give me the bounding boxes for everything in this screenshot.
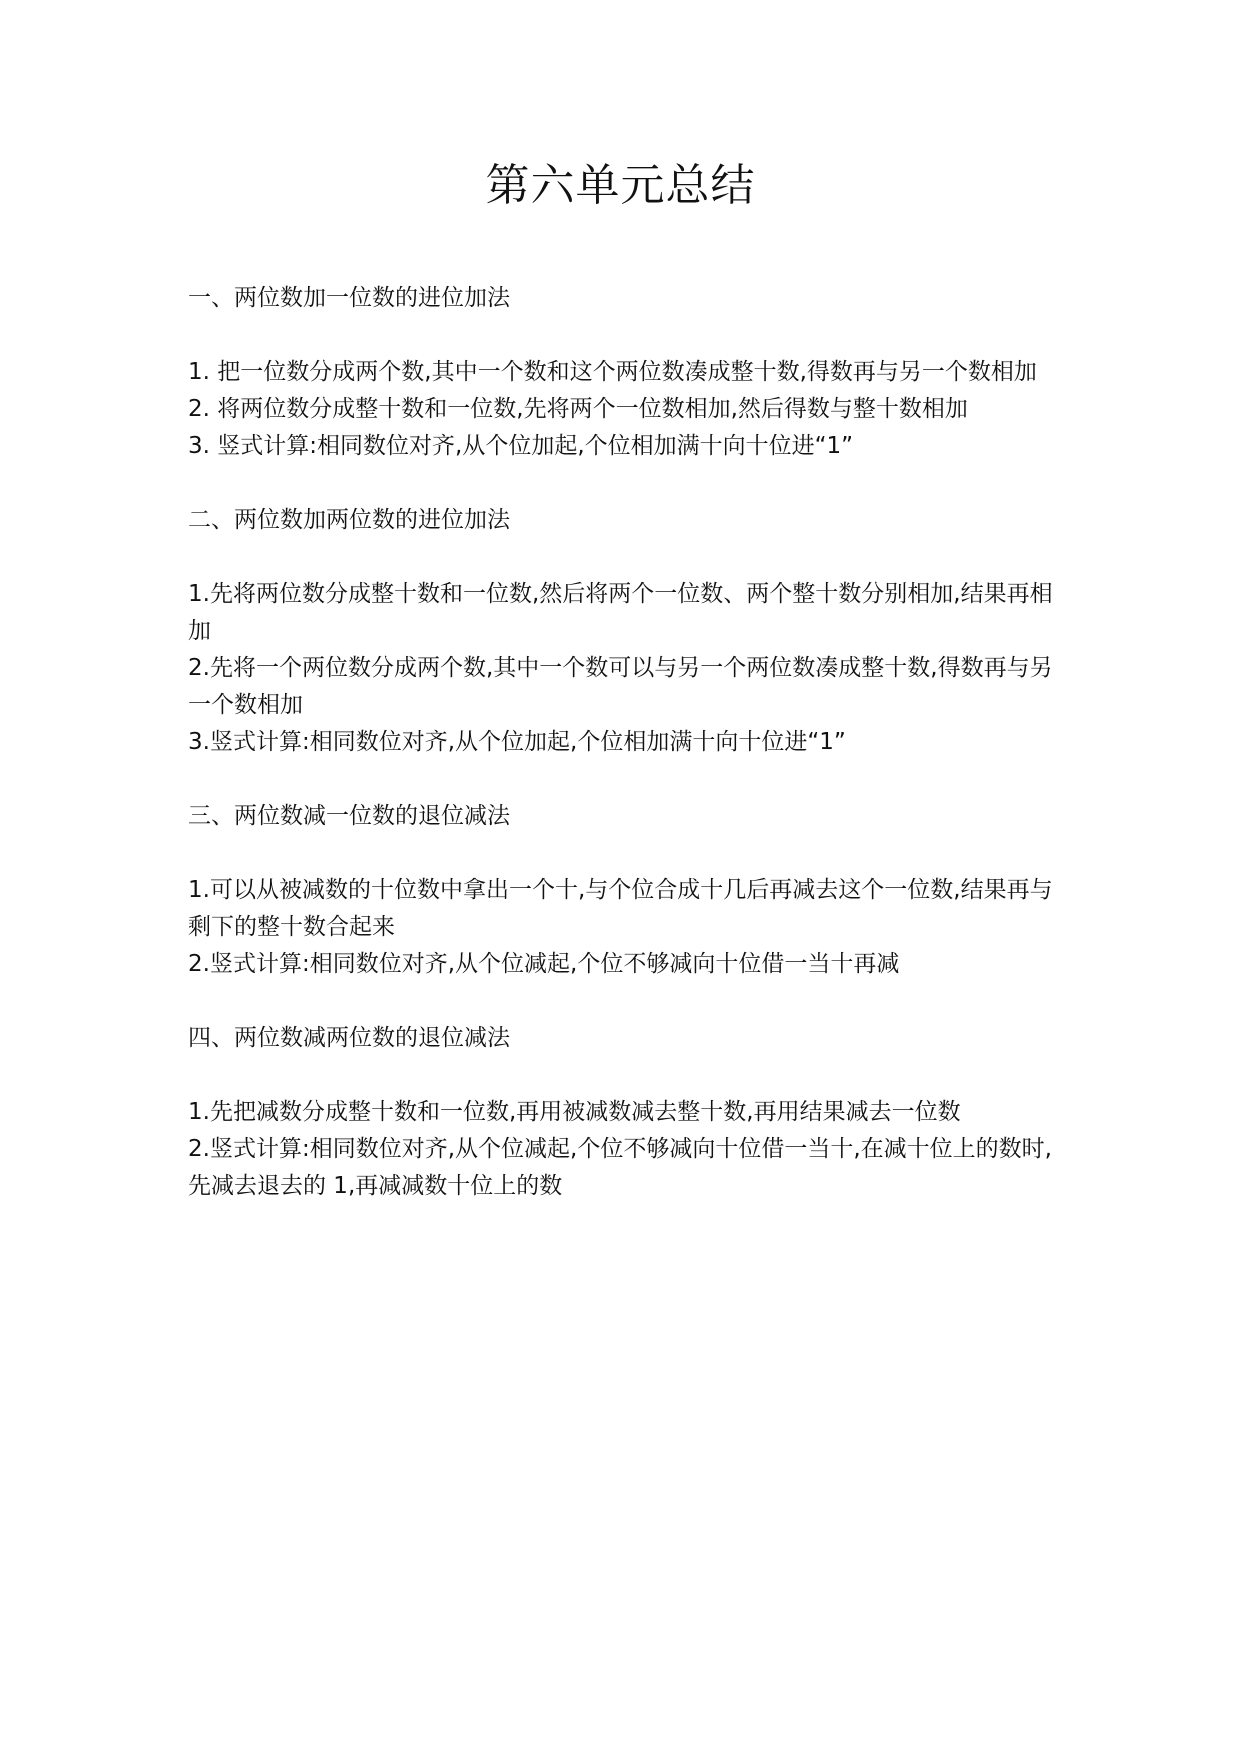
section-item-list	[188, 354, 1068, 465]
section-borrow-subtraction-2digit-2digit	[188, 1020, 1068, 1205]
section-carry-addition-2digit-1digit	[188, 280, 1068, 465]
list-item: 2.竖式计算:相同数位对齐,从个位减起,个位不够减向十位借一当十再减	[188, 951, 900, 977]
section-carry-addition-2digit-2digit	[188, 502, 1068, 761]
list-item: 1. 把一位数分成两个数,其中一个数和这个两位数凑成整十数,得数再与另一个数相加	[188, 359, 1037, 385]
list-item: 1.可以从被减数的十位数中拿出一个十,与个位合成十几后再减去这个一位数,结果再与剩下的整十数合起来	[188, 877, 1053, 940]
section-heading: 四、两位数减两位数的退位减法	[188, 1025, 510, 1051]
list-item: 2. 将两位数分成整十数和一位数,先将两个一位数相加,然后得数与整十数相加	[188, 396, 968, 422]
page-title: 第六单元总结	[485, 160, 756, 211]
section-heading: 一、两位数加一位数的进位加法	[188, 285, 510, 311]
list-item: 3. 竖式计算:相同数位对齐,从个位加起,个位相加满十向十位进“1”	[188, 433, 854, 459]
list-item: 1.先将两位数分成整十数和一位数,然后将两个一位数、两个整十数分别相加,结果再相加	[188, 581, 1053, 644]
section-item-list	[188, 872, 1068, 983]
list-item: 2.先将一个两位数分成两个数,其中一个数可以与另一个两位数凑成整十数,得数再与另一个数相加	[188, 655, 1053, 718]
section-item-list	[188, 576, 1068, 761]
section-borrow-subtraction-2digit-1digit	[188, 798, 1068, 983]
document-body	[188, 280, 1068, 1242]
list-item: 1.先把减数分成整十数和一位数,再用被减数减去整十数,再用结果减去一位数	[188, 1099, 961, 1125]
section-item-list	[188, 1094, 1068, 1205]
section-heading: 三、两位数减一位数的退位减法	[188, 803, 510, 829]
section-heading: 二、两位数加两位数的进位加法	[188, 507, 510, 533]
list-item: 3.竖式计算:相同数位对齐,从个位加起,个位相加满十向十位进“1”	[188, 729, 846, 755]
list-item: 2.竖式计算:相同数位对齐,从个位减起,个位不够减向十位借一当十,在减十位上的数时,先减去退去的 1,再减减数十位上的数	[188, 1136, 1052, 1199]
